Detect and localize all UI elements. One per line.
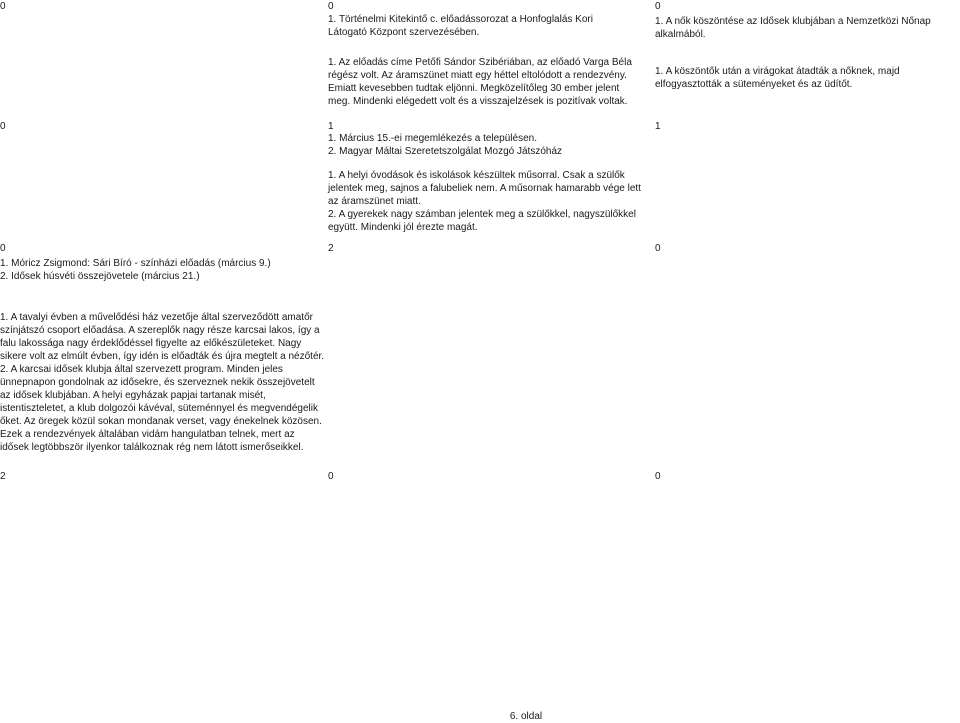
row4-col1-count: 2 [0,471,6,482]
row2-col2-count: 1 [328,121,334,132]
page-number: 6. oldal [509,711,543,722]
row2-col1-count: 0 [0,121,6,132]
row1-col1-count: 0 [0,1,6,12]
row1-col3-event-description: 1. A köszöntők után a virágokat átadták a nőknek, majd elfogyasztották a süteményeket és az üdítőt. [655,66,900,90]
row3-col1-event-list: 1. Móricz Zsigmond: Sári Bíró - színházi előadás (március 9.) 2. Idősek húsvéti összejövetele (március 21.) [0,258,271,282]
row2-col2-event-description: 1. A helyi óvodások és iskolások készültek műsorral. Csak a szülők jelentek meg, sajnos a falubeliek nem. A műsornak hamarabb vége lett az áramszünet miatt. 2. A gyerekek nagy számban jelentek meg a szülőkkel, nagyszülőkkel együtt. Mindenki jól érezte magát. [328,170,641,233]
row2-col3-count: 1 [655,121,661,132]
row2-col2-event-list: 1. Március 15.-ei megemlékezés a településen. 2. Magyar Máltai Szeretetszolgálat Mozgó Játszóház [328,133,562,157]
row1-col2-count: 0 [328,1,334,12]
row3-col3-count: 0 [655,243,661,254]
row1-col2-event-list: 1. Történelmi Kitekintő c. előadássorozat a Honfoglalás Kori Látogató Központ szervezésében. [328,14,593,38]
row1-col3-event-list: 1. A nők köszöntése az Idősek klubjában a Nemzetközi Nőnap alkalmából. [655,16,931,40]
row1-col3-count: 0 [655,1,661,12]
row1-col2-event-description: 1. Az előadás címe Petőfi Sándor Szibériában, az előadó Varga Béla régész volt. Az áramszünet miatt egy héttel eltolódott a rendezvény. Emiatt kevesebben tudtak eljönni. Megközelítőleg 30 ember jelent meg. Mindenki elégedett volt és a visszajelzések is pozitívak voltak. [328,57,632,107]
row3-col1-count: 0 [0,243,6,254]
row4-col3-count: 0 [655,471,661,482]
row4-col2-count: 0 [328,471,334,482]
row3-col2-count: 2 [328,243,334,254]
row3-col1-event-description: 1. A tavalyi évben a művelődési ház vezetője által szerveződött amatőr színjátszó csoport előadása. A szereplők nagy része karcsai lakos, így a falu lakossága nagy érdeklődéssel figyelte az előkészületeket. Nagy sikere volt az elmúlt évben, így idén is előadták és újra megtelt a nézőtér. 2. A karcsai idősek klubja által szervezett program. Minden jeles ünnepnapon gondolnak az idősekre, és szerveznek nekik összejövetelt az idősek klubjában. A helyi egyházak papjai tartanak misét, istentiszteletet, a klub dolgozói kávéval, süteménnyel és megvendégelik őket. Az öregek közül sokan mondanak verset, vagy énekelnek közösen. Ezek a rendezvények általában vidám hangulatban telnek, mert az idősek legtöbbször ilyenkor találkoznak rég nem látott ismerőseikkel. [0,312,325,453]
